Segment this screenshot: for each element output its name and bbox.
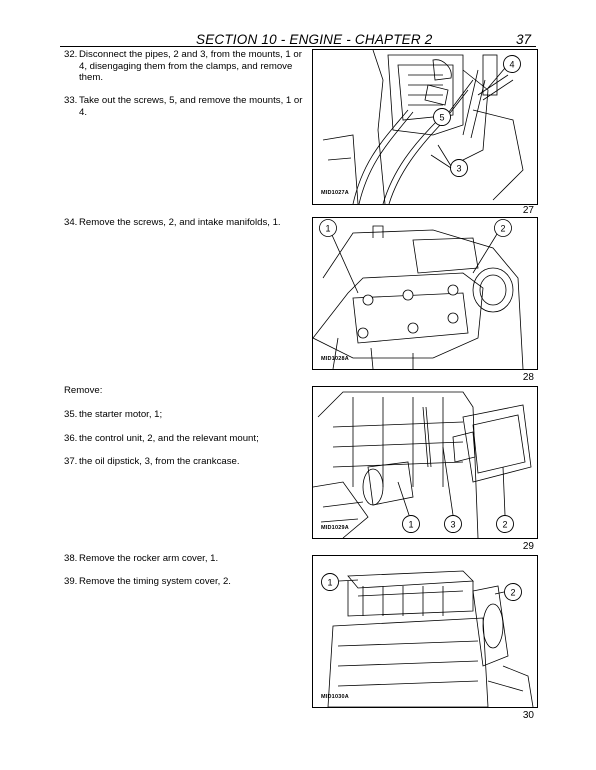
rocker-timing-cover-illustration (313, 556, 537, 707)
callout-4: 4 (509, 59, 515, 70)
figure-code: MID1028A (321, 356, 349, 362)
step-text: Remove the screws, 2, and intake manifolds, 1. (79, 217, 281, 228)
step-number: 37. (64, 456, 78, 467)
figure-code: MID1029A (321, 525, 349, 531)
callout-2: 2 (500, 223, 506, 234)
figure-number: 30 (522, 710, 534, 721)
page-number: 37 (516, 32, 532, 47)
callout-2: 2 (510, 587, 516, 598)
step-33 (64, 95, 304, 118)
step-text: the control unit, 2, and the relevant mount; (79, 433, 259, 444)
figure-28-image (312, 217, 538, 370)
step-text: the starter motor, 1; (79, 409, 163, 420)
callout-1: 1 (325, 223, 331, 234)
step-number: 33. (64, 95, 78, 106)
step-text: Remove the timing system cover, 2. (79, 576, 231, 587)
section-title: SECTION 10 - ENGINE - CHAPTER 2 (196, 32, 433, 47)
step-number: 34. (64, 217, 78, 228)
step-number: 35. (64, 409, 78, 420)
step-38 (64, 553, 304, 565)
figure-29-image (312, 386, 538, 539)
figure-30-image (312, 555, 538, 708)
step-text: Disconnect the pipes, 2 and 3, from the mounts, 1 or 4, disengaging them from the clamps, and remove them. (79, 49, 302, 84)
callout-2: 2 (502, 519, 508, 530)
step-34 (64, 217, 309, 229)
step-text: Remove the rocker arm cover, 1. (79, 553, 219, 564)
callout-5: 5 (439, 112, 445, 123)
callout-1: 1 (327, 577, 333, 588)
header-rule (60, 46, 536, 47)
callout-1: 1 (408, 519, 414, 530)
step-39 (64, 576, 304, 588)
step-text: Take out the screws, 5, and remove the mounts, 1 or 4. (79, 95, 303, 118)
starter-control-unit-illustration (313, 387, 537, 538)
step-number: 32. (64, 49, 78, 60)
step-37 (64, 456, 304, 468)
pipes-mounts-illustration (313, 50, 537, 204)
step-36 (64, 433, 304, 445)
figure-number: 28 (522, 372, 534, 383)
figure-number: 27 (522, 205, 534, 216)
figure-number: 29 (522, 541, 534, 552)
figure-code: MID1027A (321, 190, 349, 196)
step-35 (64, 409, 304, 421)
remove-label: Remove: (64, 385, 103, 396)
callout-3: 3 (450, 519, 456, 530)
step-number: 39. (64, 576, 78, 587)
intake-manifold-illustration (313, 218, 537, 369)
figure-code: MID1030A (321, 694, 349, 700)
step-number: 36. (64, 433, 78, 444)
step-text: the oil dipstick, 3, from the crankcase. (79, 456, 240, 467)
step-32 (64, 49, 304, 84)
figure-27-image (312, 49, 538, 205)
step-number: 38. (64, 553, 78, 564)
callout-3: 3 (456, 163, 462, 174)
